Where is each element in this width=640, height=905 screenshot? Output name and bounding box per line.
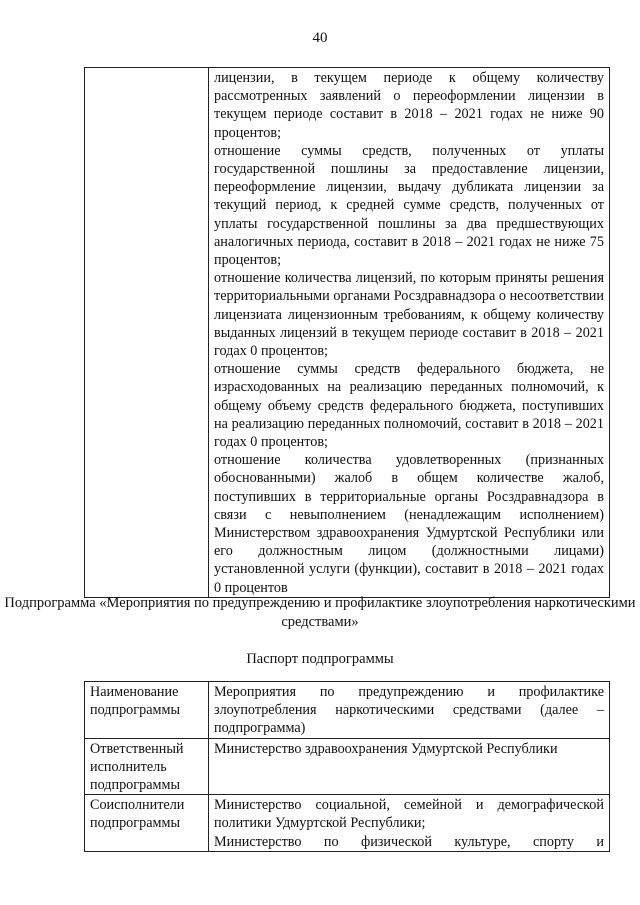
table-row bbox=[85, 68, 610, 598]
row-value-line: Министерство социальной, семейной и демографической политики Удмуртской Республики; bbox=[214, 797, 604, 832]
indicator-paragraph: отношение количества удовлетворенных (признанных обоснованными) жалоб в общем количестве жалоб, поступивших в территориальные органы Росздравнадзора в связи с невыполнением (ненадлежащим исполнением) Министерством здравоохранения Удмуртской Республики или его должностным лицом (должностными лицами) установленной услуги (функции), составит в 2018 – 2021 годах 0 процентов bbox=[214, 452, 604, 596]
row-value-line: Министерство по физической культуре, спорту и bbox=[214, 833, 604, 850]
row-label: Наименование подпрограммы bbox=[85, 682, 209, 739]
page-number: 40 bbox=[312, 30, 328, 46]
indicators-cell bbox=[209, 68, 610, 598]
row-value: Мероприятия по предупреждению и профилактике злоупотребления наркотическими средствами (далее – подпрограмма) bbox=[209, 682, 610, 739]
empty-label-cell bbox=[85, 68, 209, 598]
passport-table bbox=[84, 681, 610, 852]
row-value bbox=[209, 795, 610, 852]
indicator-paragraph: отношение суммы средств, полученных от уплаты государственной пошлины за предоставление лицензии, переоформление лицензии, выдачу дубликата лицензии за текущий период, к средней сумме средств, полученных от уплаты государственной пошлины за два предшествующих аналогичных периода, составит в 2018 – 2021 годах не ниже 75 процентов; bbox=[214, 142, 604, 269]
indicator-paragraph: отношение количества лицензий, по которым приняты решения территориальными органами Росздравнадзора о несоответствии лицензиата лицензионным требованиям, к общему количеству выданных лицензий в текущем периоде составит в 2018 – 2021 годах 0 процентов; bbox=[214, 270, 604, 360]
subprogram-title: Подпрограмма «Мероприятия по предупреждению и профилактике злоупотребления наркотическими средствами» bbox=[4, 595, 636, 630]
table-row bbox=[85, 738, 610, 795]
row-label: Соисполнители подпрограммы bbox=[85, 795, 209, 852]
indicator-paragraph: отношение суммы средств федерального бюджета, не израсходованных на реализацию переданных полномочий, к общему объему средств федерального бюджета, поступивших на реализацию переданных полномочий, составит в 2018 – 2021 годах 0 процентов; bbox=[214, 361, 604, 451]
row-value: Министерство здравоохранения Удмуртской Республики bbox=[209, 738, 610, 795]
continuation-table bbox=[84, 67, 610, 598]
indicator-paragraph: лицензии, в текущем периоде к общему количеству рассмотренных заявлений о переоформлении лицензии в текущем периоде составит в 2018 – 2021 годах не ниже 90 процентов; bbox=[214, 70, 604, 141]
table-row bbox=[85, 682, 610, 739]
passport-title: Паспорт подпрограммы bbox=[246, 651, 394, 667]
row-label: Ответственный исполнитель подпрограммы bbox=[85, 738, 209, 795]
table-row bbox=[85, 795, 610, 852]
